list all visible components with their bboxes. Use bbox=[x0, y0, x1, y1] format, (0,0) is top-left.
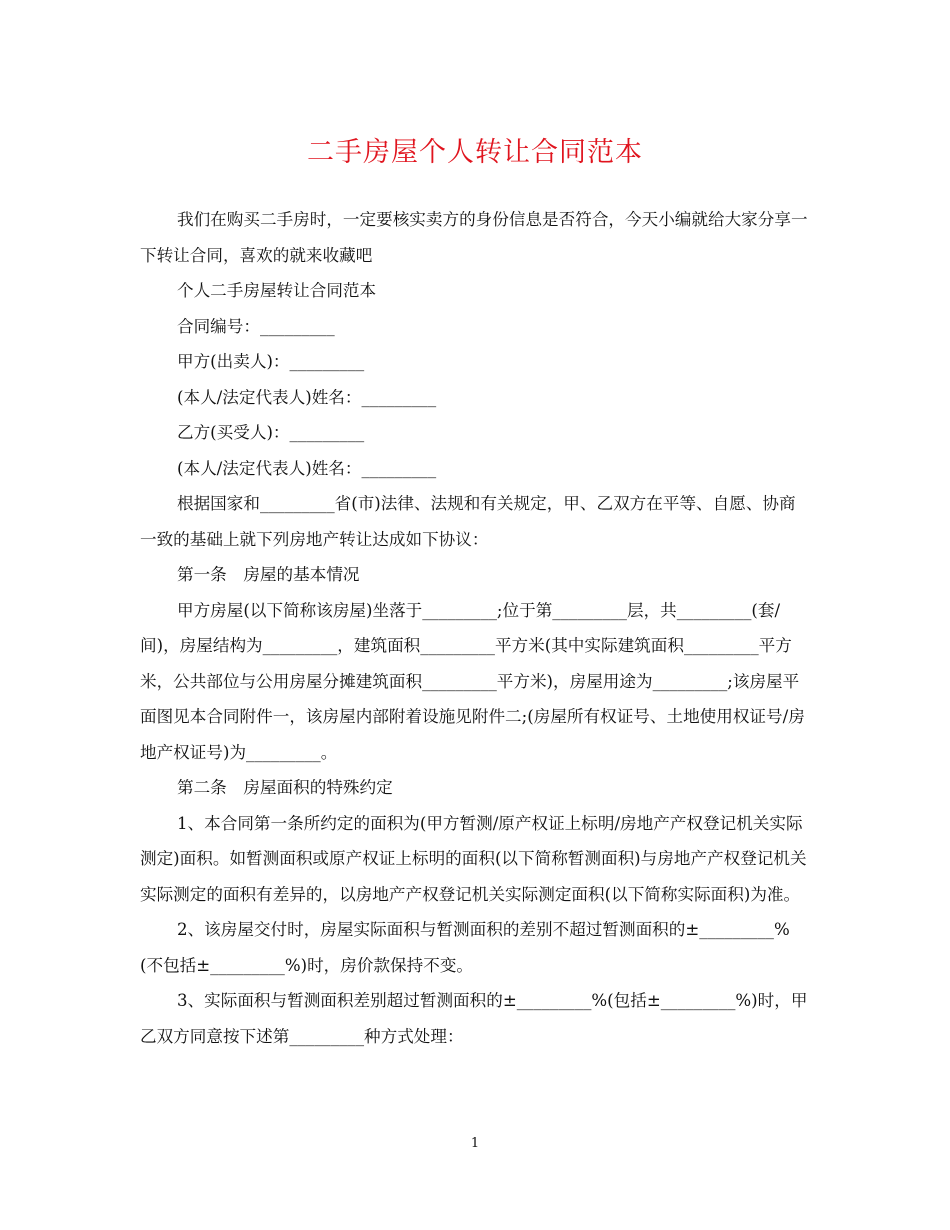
party-b-line: 乙方(买受人)：_________ bbox=[177, 423, 365, 442]
contract-number-line: 合同编号：_________ bbox=[177, 316, 335, 336]
article-2-clause-2: 2、该房屋交付时，房屋实际面积与暂测面积的差别不超过暂测面积的±_________%(不包括±_________%)时，房价款保持不变。 bbox=[140, 920, 790, 975]
article-2-clause-3: 3、实际面积与暂测面积差别超过暂测面积的±_________%(包括±_________%)时，甲乙双方同意按下述第_________种方式处理： bbox=[140, 991, 808, 1046]
intro-paragraph: 我们在购买二手房时，一定要核实卖方的身份信息是否符合，今天小编就给大家分享一下转让合同，喜欢的就来收藏吧 bbox=[140, 210, 808, 265]
document-title: 二手房屋个人转让合同范本 bbox=[307, 137, 643, 168]
party-b-name-line: (本人/法定代表人)姓名：_________ bbox=[177, 458, 437, 478]
party-a-line: 甲方(出卖人)：_________ bbox=[177, 352, 365, 371]
article-2-heading: 第二条 房屋面积的特殊约定 bbox=[177, 778, 393, 797]
page-number: 1 bbox=[470, 1136, 480, 1151]
article-2-clause-1: 1、本合同第一条所约定的面积为(甲方暂测/原产权证上标明/房地产产权登记机关实际测定)面积。如暂测面积或原产权证上标明的面积(以下简称暂测面积)与房地产产权登记机关实际测定的面积有差异的，以房地产产权登记机关实际测定面积(以下简称实际面积)为准。 bbox=[140, 813, 807, 904]
party-a-name-line: (本人/法定代表人)姓名：_________ bbox=[177, 387, 437, 407]
subtitle-paragraph: 个人二手房屋转让合同范本 bbox=[177, 281, 377, 300]
legal-basis-paragraph: 根据国家和_________省(市)法律、法规和有关规定，甲、乙双方在平等、自愿、协商一致的基础上就下列房地产转让达成如下协议： bbox=[140, 494, 796, 549]
article-1-paragraph: 甲方房屋(以下简称该房屋)坐落于_________;位于第_________层，共_________(套/间)，房屋结构为_________，建筑面积_________平方米(其中实际建筑面积_________平方米，公共部位与公用房屋分摊建筑面积_________平方米)，房屋用途为_________;该房屋平面图见本合同附件一，该房屋内部附着设施见附件二;(房屋所有权证号、土地使用权证号/房地产权证号)为_________。 bbox=[140, 600, 805, 762]
article-1-heading: 第一条 房屋的基本情况 bbox=[177, 565, 360, 584]
document-body bbox=[140, 202, 810, 1054]
